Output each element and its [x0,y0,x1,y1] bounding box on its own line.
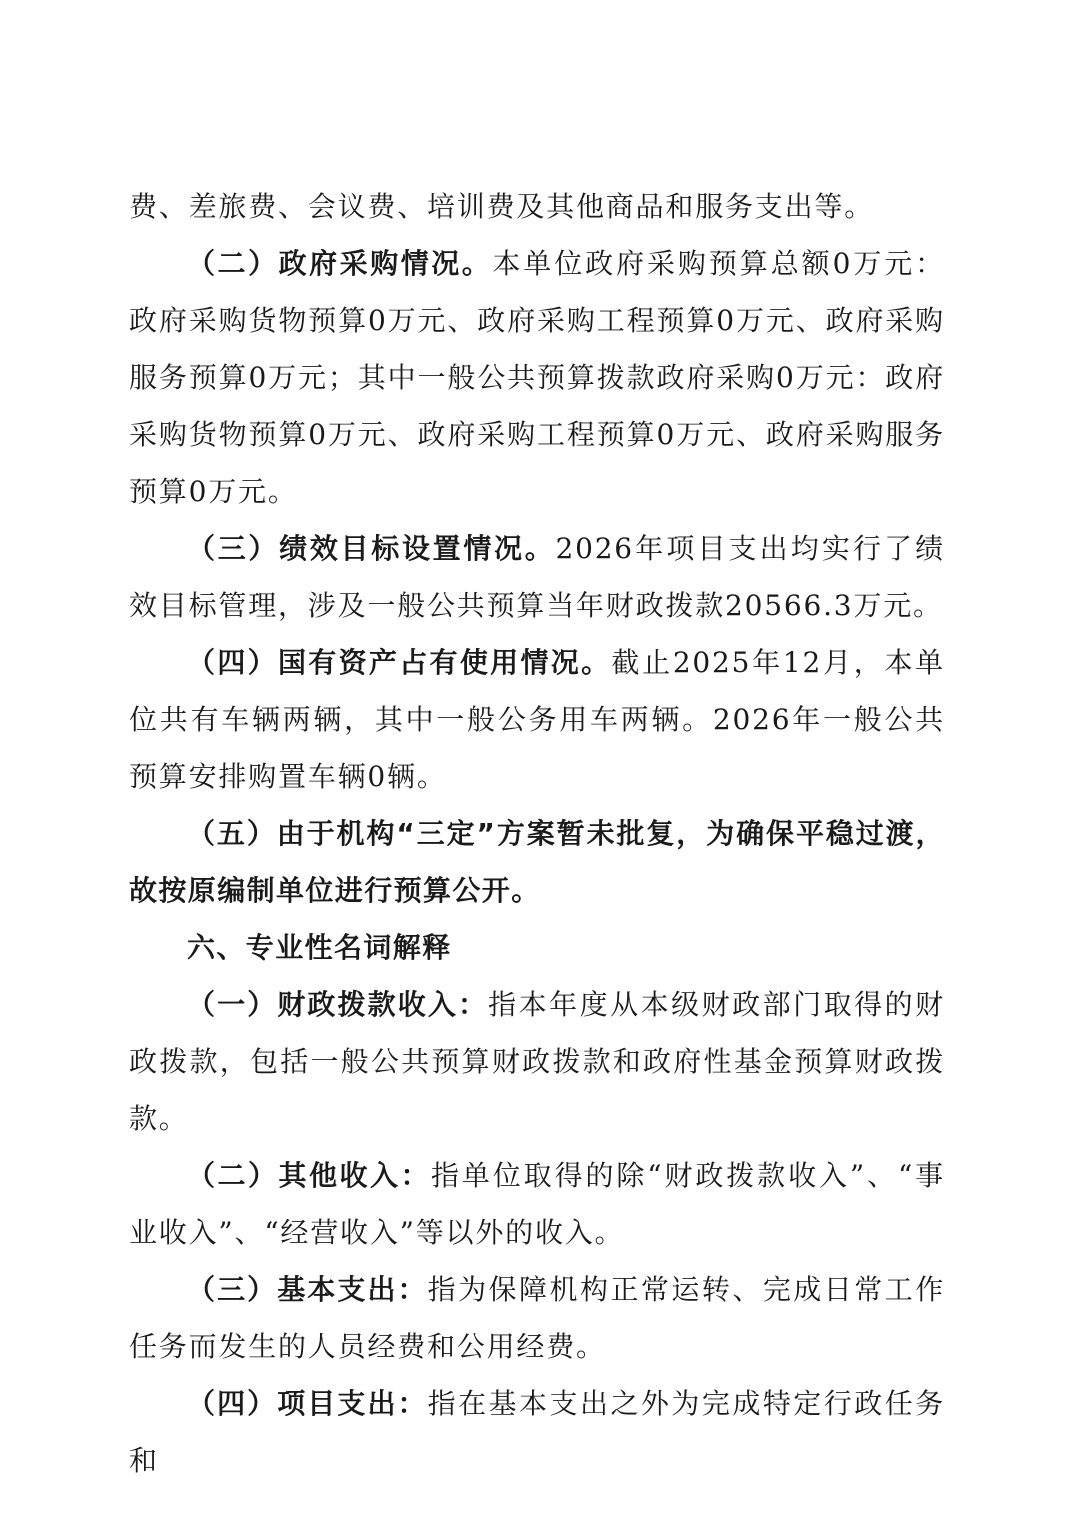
paragraph-lead: （二）政府采购情况。 [187,247,493,280]
paragraph-continuation [129,178,945,235]
paragraph-lead: （四）项目支出： [187,1387,428,1420]
paragraph-lead: （二）其他收入： [187,1159,431,1192]
paragraph-text: 本单位政府采购预算总额0万元：政府采购货物预算0万元、政府采购工程预算0万元、政府采购服务预算0万元；其中一般公共预算拨款政府采购0万元：政府采购货物预算0万元、政府采购工程预算0万元、政府采购服务预算0万元。 [129,247,945,508]
paragraph-fiscal-allocation-income [129,976,945,1147]
paragraph-other-income [129,1147,945,1261]
paragraph-lead: （四）国有资产占有使用情况。 [187,646,612,679]
section-heading: 六、专业性名词解释 [187,931,452,964]
paragraph-project-expenditure [129,1375,945,1489]
paragraph-institution-note [129,805,945,919]
paragraph-text: 指单位取得的除“财政拨款收入”、“事业收入”、“经营收入”等以外的收入。 [129,1159,945,1249]
paragraph-lead: （一）财政拨款收入： [187,988,489,1021]
paragraph-text: 截止2025年12月，本单位共有车辆两辆，其中一般公务用车两辆。2026年一般公共预算安排购置车辆0辆。 [129,646,945,793]
paragraph-text: 2026年项目支出均实行了绩效目标管理，涉及一般公共预算当年财政拨款20566.3万元。 [129,532,945,622]
paragraph-government-procurement [129,235,945,520]
paragraph-lead: （三）基本支出： [187,1273,428,1306]
paragraph-lead: （三）绩效目标设置情况。 [187,532,556,565]
paragraph-basic-expenditure [129,1261,945,1375]
paragraph-performance-targets [129,520,945,634]
paragraph-text: 指为保障机构正常运转、完成日常工作任务而发生的人员经费和公用经费。 [129,1273,946,1363]
paragraph-text: 费、差旅费、会议费、培训费及其他商品和服务支出等。 [129,190,875,223]
paragraph-text: 指本年度从本级财政部门取得的财政拨款，包括一般公共预算财政拨款和政府性基金预算财政拨款。 [129,988,945,1135]
paragraph-text: 指在基本支出之外为完成特定行政任务和 [129,1387,946,1477]
paragraph-state-assets [129,634,945,805]
paragraph-lead: （五）由于机构“三定”方案暂未批复，为确保平稳过渡，故按原编制单位进行预算公开。 [129,817,945,907]
document-body [129,178,945,1489]
